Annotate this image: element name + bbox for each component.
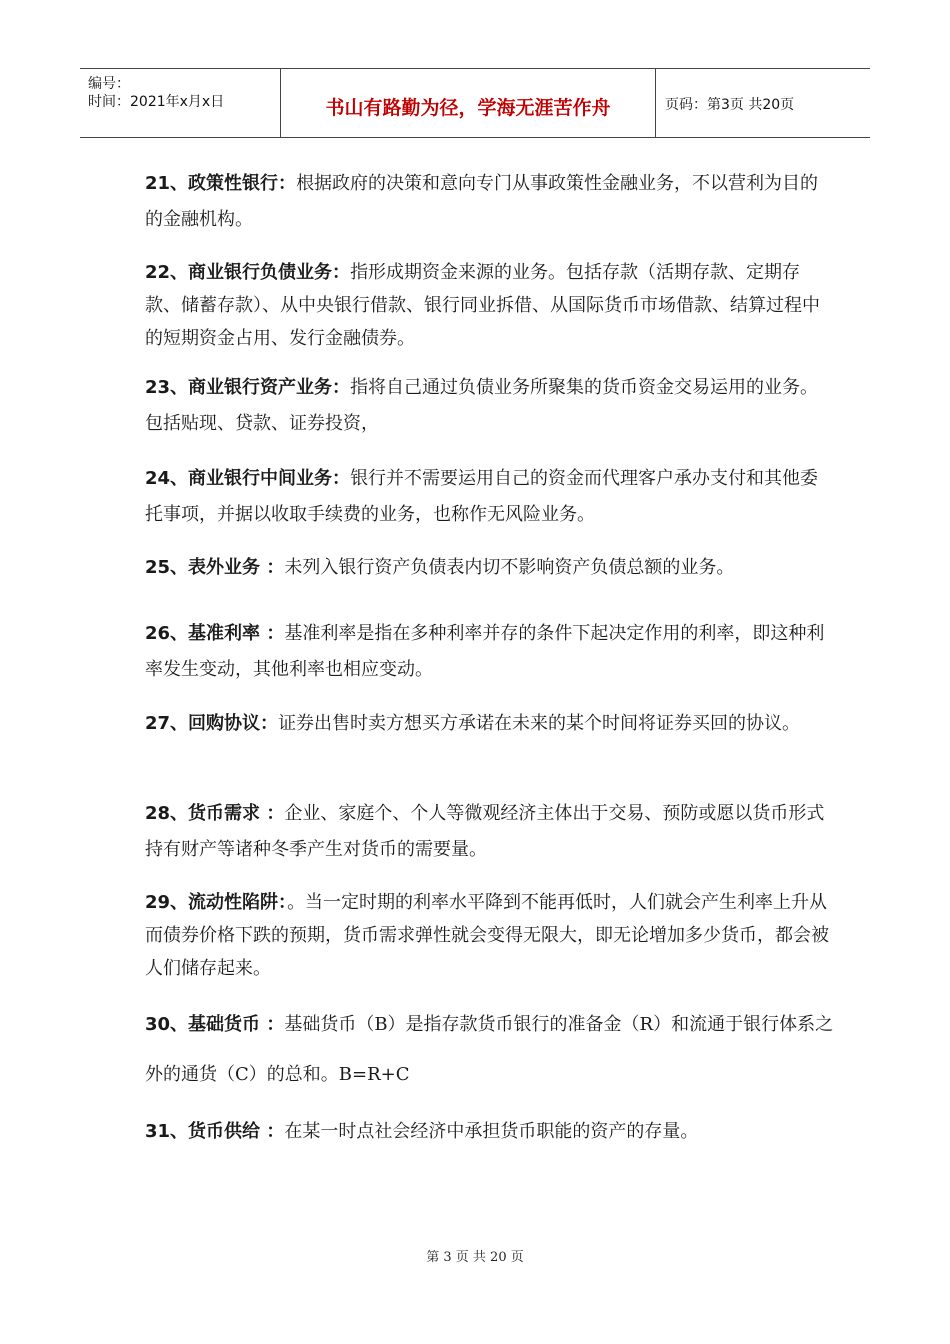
glossary-entry-23 <box>145 370 835 442</box>
header-motto: 书山有路勤为径，学海无涯苦作舟 <box>325 97 611 119</box>
glossary-entry-25 <box>145 550 835 586</box>
glossary-entry-26 <box>145 616 835 688</box>
entry-term: 28、货币需求 ： <box>145 803 285 824</box>
glossary-entry-29 <box>145 886 835 985</box>
glossary-entry-30 <box>145 1000 835 1100</box>
entry-definition: 在某一时点社会经济中承担货币职能的资产的存量。 <box>284 1121 699 1142</box>
entry-term: 31、货币供给 ： <box>145 1121 285 1142</box>
header-page-number: 页码：第3页 共20页 <box>665 97 795 113</box>
glossary-entry-27 <box>145 706 835 742</box>
entry-definition: 证券出售时卖方想买方承诺在未来的某个时间将证券买回的协议。 <box>278 713 801 734</box>
entry-definition: 基础货币（B）是指存款货币银行的准备金（R）和流通于银行体系之外的通货（C）的总和。B=R+C <box>145 1014 834 1085</box>
entry-definition: 基准利率是指在多种利率并存的条件下起决定作用的利率，即这种利率发生变动，其他利率也相应变动。 <box>145 623 825 680</box>
entry-term: 29、流动性陷阱： <box>145 892 288 913</box>
entry-term: 23、商业银行资产业务： <box>145 377 351 398</box>
entry-definition: 。当一定时期的利率水平降到不能再低时，人们就会产生利率上升从而债券价格下跌的预期，货币需求弹性就会变得无限大，即无论增加多少货币，都会被人们储存起来。 <box>145 892 829 979</box>
entry-definition: 银行并不需要运用自己的资金而代理客户承办支付和其他委托事项，并据以收取手续费的业务，也称作无风险业务。 <box>145 468 819 525</box>
entry-term: 26、基准利率 ： <box>145 623 285 644</box>
entry-definition: 企业、家庭个、个人等微观经济主体出于交易、预防或愿以货币形式持有财产等诸种冬季产生对货币的需要量。 <box>145 803 825 860</box>
header-motto-cell <box>280 69 656 137</box>
entry-term: 24、商业银行中间业务： <box>145 468 351 489</box>
entry-term: 22、商业银行负债业务： <box>145 262 351 283</box>
document-number-label: 编号： <box>88 76 130 92</box>
entry-term: 30、基础货币 ： <box>145 1014 285 1035</box>
glossary-entry-24 <box>145 461 835 533</box>
glossary-entry-31 <box>145 1114 835 1150</box>
entry-definition: 未列入银行资产负债表内切不影响资产负债总额的业务。 <box>284 557 735 578</box>
page-footer: 第 3 页 共 20 页 <box>426 1250 524 1265</box>
entry-definition: 指形成期资金来源的业务。包括存款（活期存款、定期存款、储蓄存款）、从中央银行借款、银行同业拆借、从国际货币市场借款、结算过程中的短期资金占用、发行金融债券。 <box>145 262 820 349</box>
document-time-label: 时间：2021年x月x日 <box>88 94 225 110</box>
glossary-entry-22 <box>145 256 835 355</box>
header-page-cell <box>655 69 870 137</box>
page-header <box>80 68 870 138</box>
glossary-entry-28 <box>145 796 835 868</box>
header-info-cell <box>80 69 280 137</box>
glossary-entry-21 <box>145 166 835 238</box>
entry-definition: 指将自己通过负债业务所聚集的货币资金交易运用的业务。包括贴现、贷款、证券投资， <box>145 377 819 434</box>
entry-definition: 根据政府的决策和意向专门从事政策性金融业务，不以营利为目的的金融机构。 <box>145 173 819 230</box>
entry-term: 27、回购协议： <box>145 713 279 734</box>
entry-term: 21、政策性银行： <box>145 173 297 194</box>
entry-term: 25、表外业务 ： <box>145 557 285 578</box>
